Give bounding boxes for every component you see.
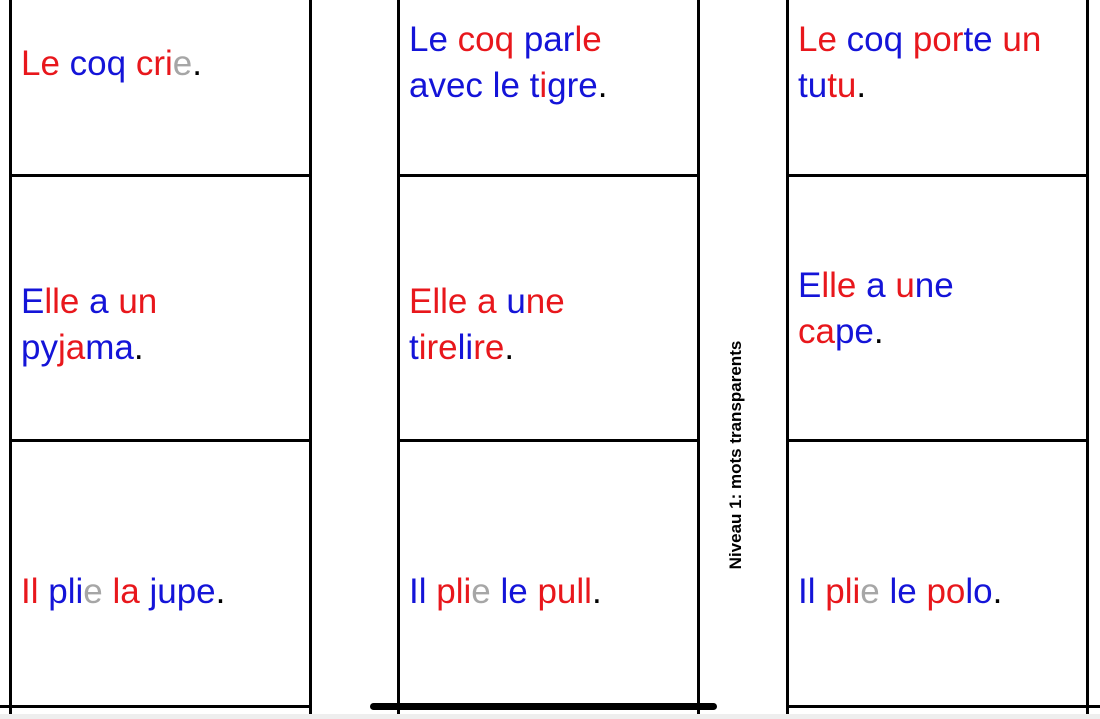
text-segment: un: [1002, 20, 1042, 59]
text-segment: e: [860, 572, 880, 611]
text-segment: e: [172, 44, 193, 83]
text-segment: u: [506, 282, 526, 321]
text-segment: re: [473, 328, 505, 367]
text-segment: ne: [914, 266, 954, 305]
column-border-right-1: [309, 0, 312, 719]
text-segment: .: [591, 572, 602, 611]
text-segment: [448, 20, 458, 59]
text-segment: coq: [846, 20, 904, 59]
text-segment: le: [500, 572, 528, 611]
text-segment: le: [492, 66, 520, 105]
card-r3c1: [21, 569, 225, 615]
text-segment: .: [133, 328, 144, 367]
text-segment: [837, 20, 847, 59]
row-divider-2-col-3: [786, 439, 1089, 442]
column-border-right-2: [697, 0, 700, 719]
card-line: [798, 309, 954, 355]
text-segment: pli: [436, 572, 472, 611]
text-segment: pli: [48, 572, 84, 611]
text-segment: .: [597, 66, 608, 105]
text-segment: ire: [418, 328, 458, 367]
text-segment: .: [856, 66, 867, 105]
text-segment: [427, 572, 437, 611]
text-segment: ne: [525, 282, 565, 321]
text-segment: u: [895, 266, 915, 305]
text-segment: [520, 66, 530, 105]
text-segment: e: [83, 572, 103, 611]
text-segment: .: [504, 328, 515, 367]
text-segment: a: [866, 266, 886, 305]
card-line: [409, 569, 602, 615]
text-segment: e: [471, 572, 491, 611]
text-segment: po: [926, 572, 966, 611]
text-segment: Elle: [409, 282, 468, 321]
card-r2c1: [21, 279, 157, 371]
card-r2c2: [409, 279, 565, 371]
text-segment: pull: [537, 572, 592, 611]
row-divider-3-col-3: [786, 705, 1100, 708]
card-line: [21, 325, 157, 371]
text-segment: coq: [457, 20, 515, 59]
text-segment: Le: [21, 44, 60, 83]
text-segment: le: [574, 20, 602, 59]
text-segment: lo: [965, 572, 993, 611]
text-segment: [497, 282, 507, 321]
text-segment: [126, 44, 136, 83]
text-segment: [60, 44, 70, 83]
text-segment: coq: [69, 44, 127, 83]
text-segment: Il: [798, 572, 816, 611]
card-line: [21, 41, 202, 87]
column-border-left-3: [786, 0, 789, 719]
text-segment: py: [21, 328, 58, 367]
text-segment: ja: [57, 328, 86, 367]
text-segment: Le: [409, 20, 448, 59]
text-segment: por: [912, 20, 964, 59]
card-line: [409, 63, 608, 109]
text-segment: par: [523, 20, 575, 59]
column-border-left-2: [397, 0, 400, 719]
text-segment: [880, 572, 890, 611]
text-segment: .: [192, 44, 202, 83]
text-segment: pe: [834, 312, 874, 351]
text-segment: [39, 572, 49, 611]
text-segment: te: [963, 20, 993, 59]
text-segment: Il: [21, 572, 39, 611]
text-segment: un: [118, 282, 158, 321]
text-segment: Il: [409, 572, 427, 611]
card-line: [409, 325, 565, 371]
text-segment: jupe: [149, 572, 216, 611]
row-divider-1-col-3: [786, 174, 1089, 177]
card-line: [21, 569, 225, 615]
card-line: [798, 569, 1002, 615]
card-line: [798, 17, 1041, 63]
row-divider-2-col-1: [9, 439, 312, 442]
text-segment: .: [215, 572, 226, 611]
card-line: [21, 279, 157, 325]
card-line: [798, 63, 1041, 109]
text-segment: avec: [409, 66, 483, 105]
row-divider-2-col-2: [397, 439, 700, 442]
text-segment: a: [477, 282, 497, 321]
text-segment: [514, 20, 524, 59]
text-segment: lle: [821, 266, 857, 305]
text-segment: [109, 282, 119, 321]
text-segment: [79, 282, 89, 321]
text-segment: .: [873, 312, 884, 351]
text-segment: ca: [798, 312, 835, 351]
text-segment: t: [409, 328, 419, 367]
card-line: [409, 17, 608, 63]
text-segment: la: [112, 572, 140, 611]
text-segment: [528, 572, 538, 611]
text-segment: tu: [827, 66, 857, 105]
card-line: [409, 279, 565, 325]
column-border-right-3: [1086, 0, 1089, 719]
card-r3c2: [409, 569, 602, 615]
text-segment: [491, 572, 501, 611]
home-indicator-bar[interactable]: [370, 703, 717, 710]
text-segment: [917, 572, 927, 611]
text-segment: gre: [547, 66, 598, 105]
text-segment: [140, 572, 150, 611]
card-r1c2: [409, 17, 608, 109]
level-label: Niveau 1: mots transparents: [726, 340, 745, 570]
card-r2c3: [798, 263, 954, 355]
text-segment: ma: [85, 328, 134, 367]
text-segment: pli: [825, 572, 861, 611]
text-segment: lle: [44, 282, 80, 321]
text-segment: [886, 266, 896, 305]
text-segment: [856, 266, 866, 305]
card-r1c1: [21, 41, 202, 87]
text-segment: a: [89, 282, 109, 321]
text-segment: cri: [135, 44, 173, 83]
text-segment: [816, 572, 826, 611]
text-segment: t: [529, 66, 540, 105]
bottom-edge-strip: [0, 714, 1100, 719]
column-border-left-1: [9, 0, 12, 719]
row-divider-1-col-1: [9, 174, 312, 177]
row-divider-1-col-2: [397, 174, 700, 177]
text-segment: [483, 66, 493, 105]
text-segment: [467, 282, 477, 321]
card-r3c3: [798, 569, 1002, 615]
card-r1c3: [798, 17, 1041, 109]
text-segment: le: [889, 572, 917, 611]
text-segment: .: [992, 572, 1003, 611]
text-segment: [103, 572, 113, 611]
text-segment: li: [457, 328, 474, 367]
text-segment: i: [539, 66, 548, 105]
card-line: [798, 263, 954, 309]
text-segment: Le: [798, 20, 837, 59]
text-segment: [903, 20, 913, 59]
text-segment: E: [798, 266, 822, 305]
text-segment: tu: [798, 66, 828, 105]
text-segment: E: [21, 282, 45, 321]
row-divider-3-col-1: [0, 705, 312, 708]
text-segment: [993, 20, 1003, 59]
